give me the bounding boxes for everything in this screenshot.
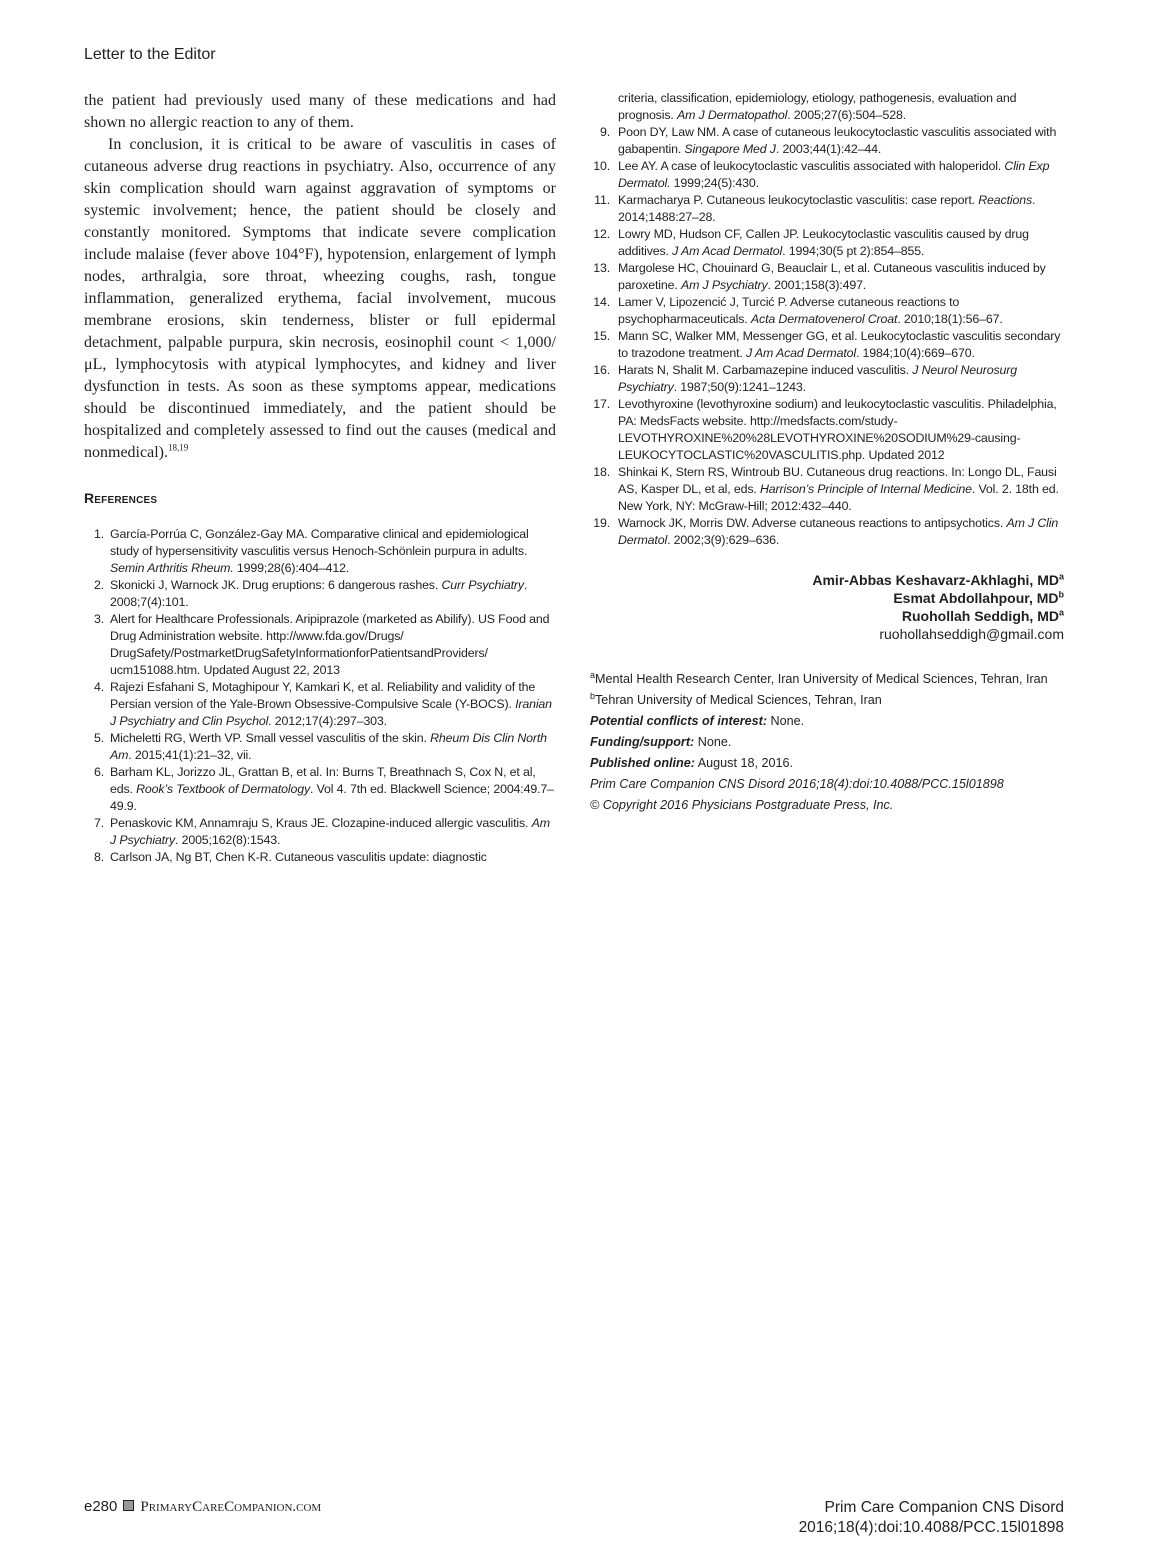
footer-left [84, 1498, 321, 1516]
affiliation-marker: b [590, 690, 596, 701]
ref-details: 1999;28(6):404–412. [233, 561, 350, 575]
affiliation-marker: a [1058, 607, 1064, 618]
ref-text: Alert for Healthcare Professionals. Aripiprazole (marketed as Abilify). US Food and Drug Administration website. http://www.fda.gov/Drugs/ DrugSafety/PostmarketDrugSafetyInformationforPatientsandProviders/ ucm151088.htm. Updated August 22, 2013 [110, 612, 550, 677]
affiliation-text: Mental Health Research Center, Iran University of Medical Sciences, Tehran, Iran [595, 672, 1048, 686]
reference-list-left [84, 526, 556, 866]
ref-details: . 2002;3(9):629–636. [667, 533, 780, 547]
ref-details: . Vol. 2. 18th ed. New York, NY: McGraw-Hill; 2012:432–440. [618, 482, 1059, 513]
ref-details: . 2015;41(1):21–32, vii. [128, 748, 252, 762]
ref-details: . 2005;162(8):1543. [175, 833, 281, 847]
ref-journal: Rheum Dis Clin North Am [110, 731, 547, 762]
ref-journal: J Am Acad Dermatol [745, 346, 856, 360]
ref-number: 19. [593, 516, 610, 530]
ref-journal: J Am Acad Dermatol [672, 244, 783, 258]
citation-text: Prim Care Companion CNS Disord 2016;18(4):doi:10.4088/PCC.15l01898 [590, 777, 1004, 791]
reference-item [84, 577, 556, 611]
citation-note [590, 776, 1064, 793]
ref-number: 16. [593, 363, 610, 377]
ref-journal: Semin Arthritis Rheum. [110, 561, 234, 575]
affiliation-text: Tehran University of Medical Sciences, Tehran, Iran [595, 693, 882, 707]
reference-item [84, 611, 556, 679]
reference-item [590, 362, 1064, 396]
reference-item [590, 158, 1064, 192]
reference-item [84, 526, 556, 577]
ref-journal: Curr Psychiatry [441, 578, 524, 592]
ref-text: criteria, classification, epidemiology, etiology, pathogenesis, evaluation and prognosis. [618, 91, 1017, 122]
reference-item [590, 328, 1064, 362]
reference-item [590, 124, 1064, 158]
ref-number: 10. [593, 159, 610, 173]
ref-journal: Rook’s Textbook of Dermatology [136, 782, 311, 796]
ref-text: Levothyroxine (levothyroxine sodium) and leukocytoclastic vasculitis. Philadelphia, PA: MedsFacts website. http://medsfacts.com/study-LEVOTHYROXINE%20%28LEVOTHYROXINE%20SODIUM%29-causing-LEUKOCYTOCLASTIC%20VASCULITIS.php. Updated 2012 [618, 397, 1057, 462]
author [590, 589, 1064, 607]
ref-journal: Am J Psychiatry [680, 278, 768, 292]
note-value: August 18, 2016. [694, 756, 793, 770]
ref-journal: J Neurol Neurosurg Psychiatry [618, 363, 1017, 394]
note-label: Potential conflicts of interest: [590, 714, 768, 728]
ref-text: Margolese HC, Chouinard G, Beauclair L, et al. Cutaneous vasculitis induced by paroxetine. [618, 261, 1046, 292]
author-name: Ruohollah Seddigh, MD [901, 608, 1059, 624]
ref-number: 4. [93, 680, 104, 694]
ref-text: Warnock JK, Morris DW. Adverse cutaneous reactions to antipsychotics. [618, 516, 1007, 530]
journal-doi: 2016;18(4):doi:10.4088/PCC.15l01898 [798, 1519, 1064, 1536]
copyright-note [590, 797, 1064, 814]
reference-item [84, 849, 556, 866]
ref-details: . 2003;44(1):42–44. [775, 142, 882, 156]
left-column [84, 90, 556, 866]
ref-journal: Harrison’s Principle of Internal Medicine [759, 482, 972, 496]
ref-text: Mann SC, Walker MM, Messenger GG, et al. Leukocytoclastic vasculitis secondary to trazodone treatment. [618, 329, 1061, 360]
ref-details: 1999;24(5):430. [670, 176, 759, 190]
reference-item [590, 260, 1064, 294]
ref-journal: Reactions [978, 193, 1032, 207]
ref-journal: Am J Dermatopathol [676, 108, 788, 122]
author-name: Amir-Abbas Keshavarz-Akhlaghi, MD [812, 572, 1059, 588]
ref-text: Carlson JA, Ng BT, Chen K-R. Cutaneous vasculitis update: diagnostic [110, 850, 487, 864]
ref-details: . 2012;17(4):297–303. [268, 714, 387, 728]
note-value: None. [694, 735, 732, 749]
ref-text: Skonicki J, Warnock JK. Drug eruptions: 6 dangerous rashes. [110, 578, 442, 592]
note-label: Funding/support: [590, 735, 695, 749]
ref-number: 13. [593, 261, 610, 275]
citation-superscript: 18,19 [167, 442, 189, 453]
ref-details: . 2014;1488:27–28. [618, 193, 1036, 224]
ref-text: Barham KL, Jorizzo JL, Grattan B, et al. In: Burns T, Breathnach S, Cox N, et al, eds. [110, 765, 536, 796]
note-value: None. [767, 714, 805, 728]
footer-right [799, 1498, 1064, 1538]
running-head: Letter to the Editor [84, 46, 216, 63]
affiliation-a [590, 671, 1064, 688]
author [590, 607, 1064, 625]
author-email[interactable]: ruohollahseddigh@gmail.com [879, 626, 1064, 642]
ref-journal: Am J Clin Dermatol [618, 516, 1059, 547]
reference-item [590, 515, 1064, 549]
right-column [590, 90, 1064, 818]
journal-name: Prim Care Companion CNS Disord [824, 1499, 1064, 1516]
ref-number: 7. [93, 816, 104, 830]
ref-number: 18. [593, 465, 610, 479]
reference-item [590, 226, 1064, 260]
reference-item [84, 815, 556, 849]
affiliation-marker: a [590, 669, 596, 680]
ref-text: Karmacharya P. Cutaneous leukocytoclastic vasculitis: case report. [618, 193, 979, 207]
reference-item [590, 192, 1064, 226]
ref-number: 2. [93, 578, 104, 592]
body-paragraph [84, 134, 556, 464]
ref-text: Rajezi Esfahani S, Motaghipour Y, Kamkari K, et al. Reliability and validity of the Persian version of the Yale-Brown Obsessive-Compulsive Scale (Y-BOCS). [110, 680, 536, 711]
ref-journal: Am J Psychiatry [110, 816, 550, 847]
ref-details: . 2008;7(4):101. [110, 578, 528, 609]
reference-list-right [590, 90, 1064, 549]
affiliation-marker: b [1058, 589, 1064, 600]
ref-text: Harats N, Shalit M. Carbamazepine induced vasculitis. [618, 363, 913, 377]
references-heading: References [84, 490, 158, 506]
ref-text: Lowry MD, Hudson CF, Callen JP. Leukocytoclastic vasculitis caused by drug additives. [618, 227, 1029, 258]
body-paragraph: the patient had previously used many of these medications and had shown no allergic reaction to any of them. [84, 92, 556, 131]
author [590, 571, 1064, 589]
ref-number: 8. [93, 850, 104, 864]
reference-item [84, 764, 556, 815]
ref-number: 3. [93, 612, 104, 626]
body-paragraph-text: In conclusion, it is critical to be aware of vasculitis in cases of cutaneous adverse drug reactions in psychiatry. Also, occurrence of any skin complication should warn against aggravation of symptoms or systemic involvement; hence, the patient should be closely and constantly monitored. Symptoms that indicate severe complication include malaise (fever above 104°F), hypotension, enlargement of lymph nodes, arthralgia, sore throat, wheezing coughs, rash, tongue inflammation, generalized erythema, facial involvement, mucous membrane erosions, skin tenderness, blister or full epidermal detachment, palpable purpura, skin necrosis, eosinophil count < 1,000/μL, lymphocytosis with atypical lymphocytes, and kidney and liver dysfunction in tests. As soon as these symptoms appear, medications should be discontinued immediately, and the patient should be hospitalized and completely assessed to find out the causes (medical and nonmedical). [84, 136, 556, 461]
ref-text: Lee AY. A case of leukocytoclastic vasculitis associated with haloperidol. [618, 159, 1005, 173]
ref-details: . 2005;27(6):504–528. [787, 108, 907, 122]
ref-number: 12. [593, 227, 610, 241]
ref-journal: Iranian J Psychiatry and Clin Psychol [110, 697, 552, 728]
ref-details: . 2001;158(3):497. [767, 278, 867, 292]
reference-continuation [590, 90, 1064, 124]
ref-text: Shinkai K, Stern RS, Wintroub BU. Cutaneous drug reactions. In: Longo DL, Fausi AS, Kasper DL, et al, eds. [618, 465, 1057, 496]
ref-journal: Clin Exp Dermatol. [618, 159, 1050, 190]
ref-number: 5. [93, 731, 104, 745]
ref-details: . Vol 4. 7th ed. Blackwell Science; 2004:49.7–49.9. [110, 782, 554, 813]
ref-number: 17. [593, 397, 610, 411]
reference-item [84, 679, 556, 730]
copyright-text: © Copyright 2016 Physicians Postgraduate Press, Inc. [590, 798, 894, 812]
ref-number: 1. [93, 527, 104, 541]
funding-note [590, 734, 1064, 751]
ref-text: Micheletti RG, Werth VP. Small vessel vasculitis of the skin. [110, 731, 431, 745]
note-label: Published online: [590, 756, 695, 770]
ref-number: 9. [599, 125, 610, 139]
ref-details: . 1994;30(5 pt 2):854–855. [782, 244, 925, 258]
ref-journal: Singapore Med J [684, 142, 776, 156]
footnotes [590, 671, 1064, 814]
ref-text: Poon DY, Law NM. A case of cutaneous leukocytoclastic vasculitis associated with gabapentin. [618, 125, 1057, 156]
page-number: e280 [84, 1498, 118, 1515]
ref-number: 14. [593, 295, 610, 309]
square-bullet-icon [123, 1500, 134, 1511]
reference-item [590, 396, 1064, 464]
reference-item [84, 730, 556, 764]
ref-text: Penaskovic KM, Annamraju S, Kraus JE. Clozapine-induced allergic vasculitis. [110, 816, 532, 830]
reference-item [590, 294, 1064, 328]
ref-text: Lamer V, Lipozencić J, Turcić P. Adverse cutaneous reactions to psychopharmaceuticals. [618, 295, 960, 326]
ref-journal: Acta Dermatovenerol Croat [750, 312, 898, 326]
author-name: Esmat Abdollahpour, MD [893, 590, 1059, 606]
site-link[interactable]: PrimaryCareCompanion.com [140, 1499, 322, 1515]
affiliation-b [590, 692, 1064, 709]
ref-number: 6. [93, 765, 104, 779]
ref-number: 15. [593, 329, 610, 343]
ref-text: García-Porrúa C, González-Gay MA. Comparative clinical and epidemiological study of hypersensitivity vasculitis versus Henoch-Schönlein purpura in adults. [110, 527, 529, 558]
ref-details: . 1984;10(4):669–670. [855, 346, 975, 360]
ref-details: . 1987;50(9):1241–1243. [673, 380, 806, 394]
published-note [590, 755, 1064, 772]
reference-item [590, 464, 1064, 515]
conflicts-note [590, 713, 1064, 730]
ref-details: . 2010;18(1):56–67. [897, 312, 1003, 326]
affiliation-marker: a [1058, 571, 1064, 582]
ref-number: 11. [594, 193, 610, 207]
author-block [590, 571, 1064, 643]
